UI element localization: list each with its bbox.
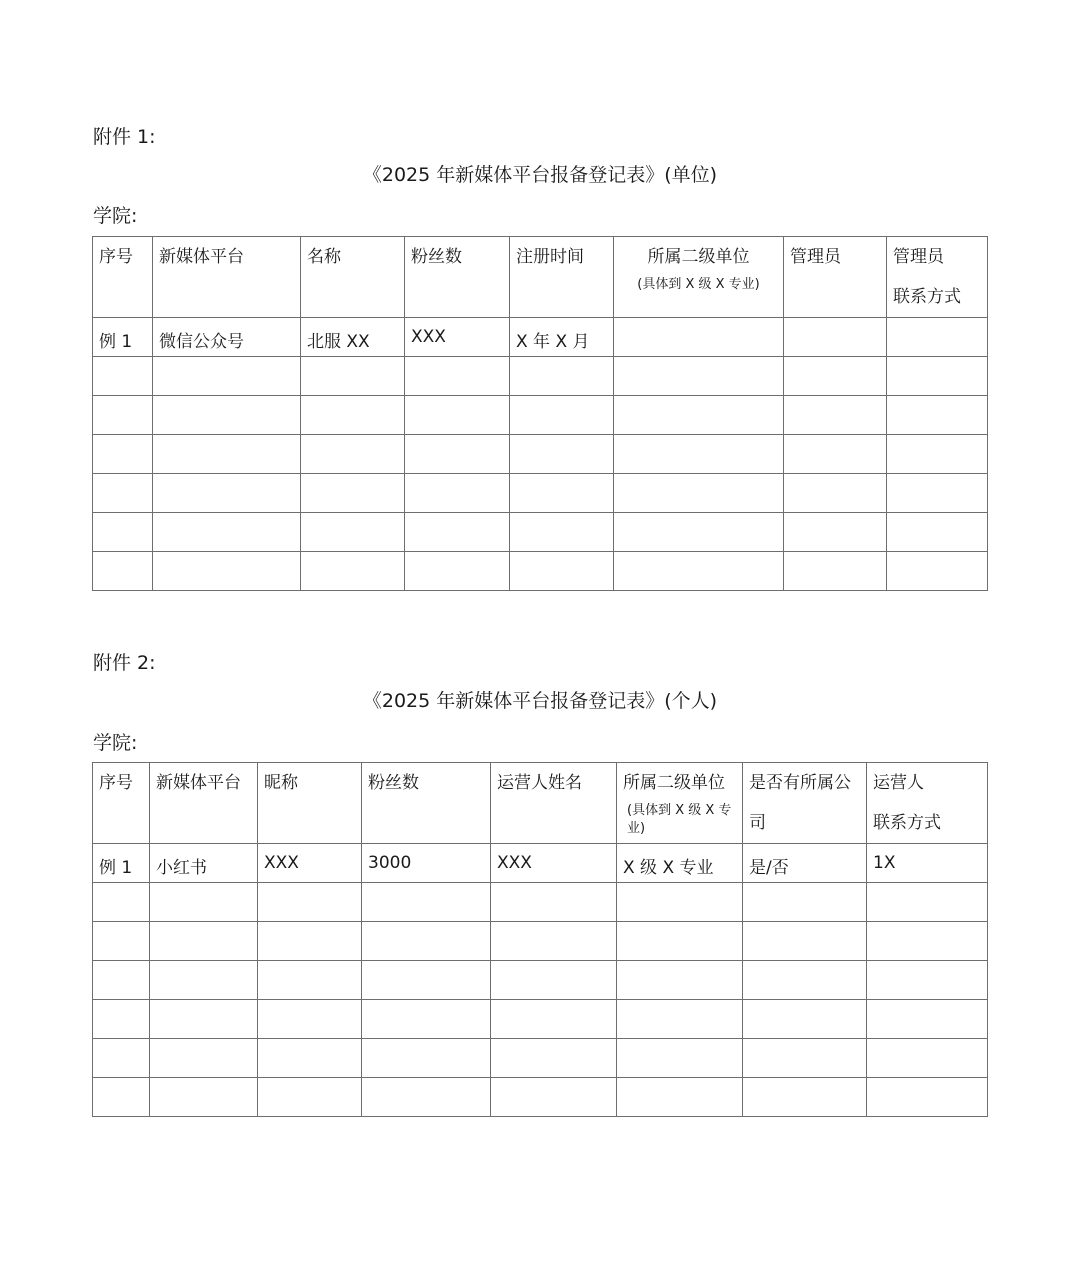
table-cell: [362, 1078, 491, 1117]
table-cell: [510, 396, 614, 435]
table-cell: [153, 396, 301, 435]
table-cell: [743, 922, 867, 961]
table-row-empty: [93, 474, 988, 513]
table-cell: [258, 922, 362, 961]
table-cell: [301, 435, 405, 474]
header-cell: 昵称: [258, 763, 362, 844]
table-cell: [887, 396, 988, 435]
table-cell: 北服 XX: [301, 318, 405, 357]
attachment-1-title: 《2025 年新媒体平台报备登记表》(单位): [362, 164, 718, 186]
table-row-empty: [93, 552, 988, 591]
table-row-empty: [93, 513, 988, 552]
table-cell: [150, 922, 258, 961]
header-cell: 新媒体平台: [150, 763, 258, 844]
table-cell: [510, 552, 614, 591]
table-cell: [258, 883, 362, 922]
attachment-2-college-label: 学院:: [93, 732, 138, 754]
table-cell: [617, 1078, 743, 1117]
table-cell: [743, 1039, 867, 1078]
table-row-empty: [93, 396, 988, 435]
attachment-1-college-label: 学院:: [93, 205, 138, 227]
table-cell: X 级 X 专业: [617, 844, 743, 883]
table-cell: XXX: [258, 844, 362, 883]
table-cell: [153, 435, 301, 474]
table-cell: [867, 883, 988, 922]
table-cell: [405, 396, 510, 435]
table-cell: [867, 922, 988, 961]
table-cell: [743, 883, 867, 922]
header-cell: 所属二级单位 (具体到 X 级 X 专业): [614, 237, 784, 318]
table-row-empty: [93, 1039, 988, 1078]
table-cell: 1X: [867, 844, 988, 883]
table-cell: [405, 513, 510, 552]
table-cell: [405, 474, 510, 513]
table-cell: 3000: [362, 844, 491, 883]
table-cell: [784, 513, 887, 552]
table-cell: [362, 883, 491, 922]
table-cell: [867, 961, 988, 1000]
header-cell: 运营人 联系方式: [867, 763, 988, 844]
table-cell: [362, 922, 491, 961]
table-cell: [93, 435, 153, 474]
table-cell: [491, 922, 617, 961]
table-cell: [362, 1000, 491, 1039]
table-cell: [405, 435, 510, 474]
table-cell: [491, 883, 617, 922]
table-row-empty: [93, 1000, 988, 1039]
table-cell: [867, 1039, 988, 1078]
table-cell: [362, 1039, 491, 1078]
table-cell: [153, 474, 301, 513]
table-cell: [301, 474, 405, 513]
table-cell: [301, 357, 405, 396]
table-cell: [491, 1078, 617, 1117]
table-cell: XXX: [405, 318, 510, 357]
table-cell: [153, 552, 301, 591]
table-cell: [405, 552, 510, 591]
table-row-empty: [93, 883, 988, 922]
attachment-1-label: 附件 1:: [93, 126, 156, 148]
table-cell: [93, 1039, 150, 1078]
table-cell: [784, 552, 887, 591]
table-cell: [887, 552, 988, 591]
table-cell: [867, 1078, 988, 1117]
table-row-empty: [93, 435, 988, 474]
attachment-2-label: 附件 2:: [93, 652, 156, 674]
table-cell: 微信公众号: [153, 318, 301, 357]
table-cell: [887, 318, 988, 357]
table-cell: [150, 961, 258, 1000]
header-cell: 所属二级单位 (具体到 X 级 X 专业): [617, 763, 743, 844]
header-cell: 管理员: [784, 237, 887, 318]
header-cell: 序号: [93, 763, 150, 844]
table-cell: [150, 1078, 258, 1117]
table-cell: [743, 961, 867, 1000]
table-cell: [617, 1000, 743, 1039]
table-cell: [258, 961, 362, 1000]
table-cell: [93, 513, 153, 552]
table-cell: [614, 357, 784, 396]
table-cell: [93, 474, 153, 513]
table-cell: [93, 922, 150, 961]
header-cell: 运营人姓名: [491, 763, 617, 844]
table-cell: [153, 513, 301, 552]
table-cell: [510, 435, 614, 474]
table-header-row: [93, 763, 988, 844]
table-cell: [743, 1000, 867, 1039]
table-cell: [301, 552, 405, 591]
table-header-row: [93, 237, 988, 318]
table-cell: [510, 357, 614, 396]
table-cell: [784, 357, 887, 396]
table-cell: [93, 396, 153, 435]
table-cell: [491, 1039, 617, 1078]
table-cell: 小红书: [150, 844, 258, 883]
header-cell: 管理员 联系方式: [887, 237, 988, 318]
table-cell: [405, 357, 510, 396]
table-cell: [93, 552, 153, 591]
table-row-empty: [93, 922, 988, 961]
table-cell: [150, 883, 258, 922]
table-cell: XXX: [491, 844, 617, 883]
table-cell: [491, 1000, 617, 1039]
table-cell: [614, 552, 784, 591]
table-cell: [93, 1000, 150, 1039]
table-cell: [887, 474, 988, 513]
table-cell: [614, 318, 784, 357]
header-cell: 是否有所属公 司: [743, 763, 867, 844]
table-cell: [617, 961, 743, 1000]
table-cell: [301, 513, 405, 552]
table-cell: [93, 1078, 150, 1117]
header-cell: 新媒体平台: [153, 237, 301, 318]
header-cell: 注册时间: [510, 237, 614, 318]
table-cell: [887, 357, 988, 396]
attachment-2-title: 《2025 年新媒体平台报备登记表》(个人): [362, 690, 718, 712]
table-cell: [784, 318, 887, 357]
table-cell: [153, 357, 301, 396]
table-cell: 例 1: [93, 318, 153, 357]
header-cell: 名称: [301, 237, 405, 318]
table-cell: [362, 961, 491, 1000]
table-cell: [93, 357, 153, 396]
table-cell: [93, 961, 150, 1000]
unit-registration-table: [92, 236, 988, 591]
table-cell: [258, 1000, 362, 1039]
table-cell: [301, 396, 405, 435]
table-row-example: [93, 318, 988, 357]
table-cell: [784, 435, 887, 474]
table-cell: [93, 883, 150, 922]
header-cell: 粉丝数: [362, 763, 491, 844]
table-cell: [491, 961, 617, 1000]
table-cell: [887, 513, 988, 552]
table-cell: [258, 1039, 362, 1078]
table-cell: 例 1: [93, 844, 150, 883]
table-cell: [887, 435, 988, 474]
table-cell: [258, 1078, 362, 1117]
table-cell: [784, 474, 887, 513]
table-cell: 是/否: [743, 844, 867, 883]
table-cell: [617, 883, 743, 922]
table-cell: [617, 922, 743, 961]
table-cell: [617, 1039, 743, 1078]
table-row-empty: [93, 1078, 988, 1117]
table-row-example: [93, 844, 988, 883]
table-cell: [867, 1000, 988, 1039]
table-cell: [150, 1039, 258, 1078]
table-cell: [614, 513, 784, 552]
table-cell: [510, 513, 614, 552]
table-cell: [150, 1000, 258, 1039]
table-cell: [614, 396, 784, 435]
table-row-empty: [93, 357, 988, 396]
table-cell: [614, 474, 784, 513]
table-row-empty: [93, 961, 988, 1000]
personal-registration-table: [92, 762, 988, 1117]
table-cell: [784, 396, 887, 435]
table-cell: [614, 435, 784, 474]
table-cell: [743, 1078, 867, 1117]
header-cell: 序号: [93, 237, 153, 318]
table-cell: X 年 X 月: [510, 318, 614, 357]
header-cell: 粉丝数: [405, 237, 510, 318]
table-cell: [510, 474, 614, 513]
